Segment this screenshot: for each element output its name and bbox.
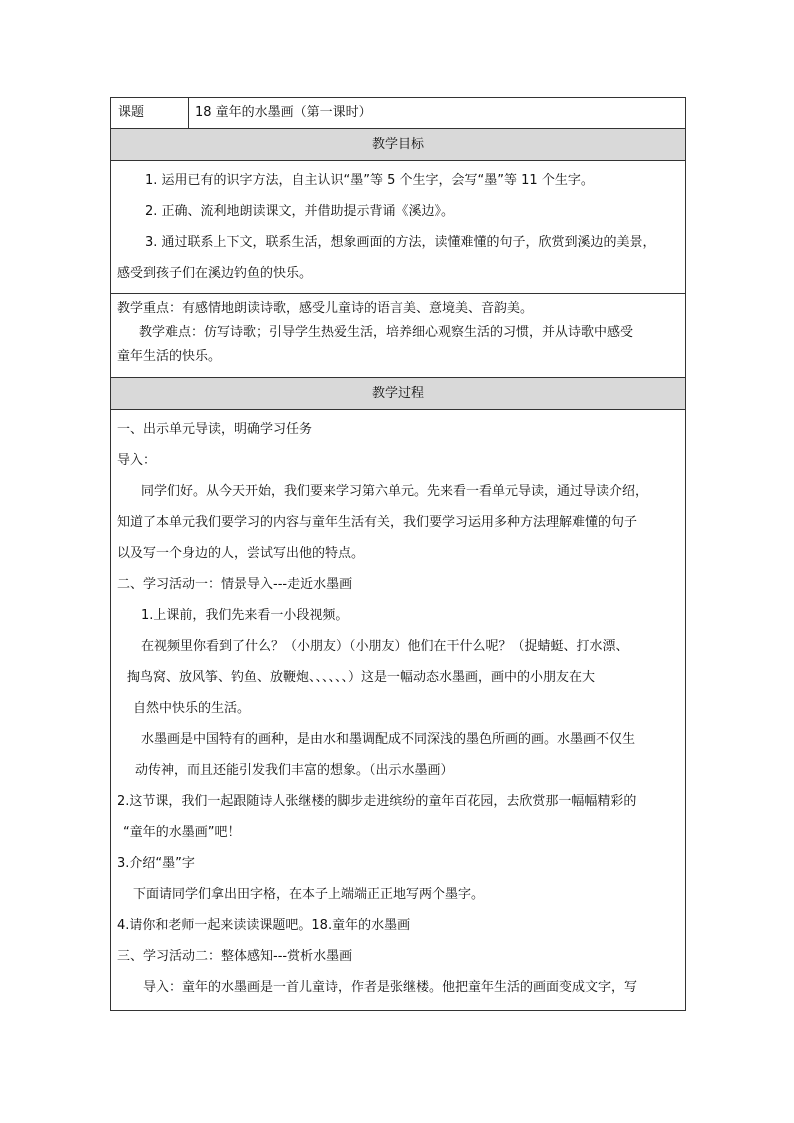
difficulty-line: 童年生活的快乐。 xyxy=(117,349,222,364)
process-line: 在视频里你看到了什么？（小朋友）（小朋友）他们在干什么呢？（捉蜻蜓、打水漂、 xyxy=(141,639,629,654)
process-line: 掏鸟窝、放风筝、钓鱼、放鞭炮、、、、、、）这是一幅动态水墨画，画中的小朋友在大 xyxy=(127,670,596,685)
lesson-plan-sheet xyxy=(110,97,686,1011)
process-line: 2.这节课，我们一起跟随诗人张继楼的脚步走进缤纷的童年百花园，去欣赏那一幅幅精彩的 xyxy=(117,794,637,809)
goals-heading-row xyxy=(111,129,686,161)
focus-cell xyxy=(111,294,686,378)
goals-heading: 教学目标 xyxy=(111,129,686,161)
goal-item: 感受到孩子们在溪边钓鱼的快乐。 xyxy=(117,266,313,281)
process-line: 三、学习活动二：整体感知---赏析水墨画 xyxy=(117,949,353,964)
process-line: 1.上课前，我们先来看一小段视频。 xyxy=(141,608,349,623)
process-line: 一、出示单元导读，明确学习任务 xyxy=(117,422,313,437)
process-line: 同学们好。从今天开始，我们要来学习第六单元。先来看一看单元导读，通过导读介绍， xyxy=(141,484,649,499)
process-cell xyxy=(111,410,686,1011)
process-line: 知道了本单元我们要学习的内容与童年生活有关，我们要学习运用多种方法理解难懂的句子 xyxy=(117,515,638,530)
lesson-plan-table xyxy=(110,97,686,1011)
process-line: 水墨画是中国特有的画种，是由水和墨调配成不同深浅的墨色所画的画。水墨画不仅生 xyxy=(141,732,636,747)
process-line: 自然中快乐的生活。 xyxy=(133,701,251,716)
process-line: 导入： xyxy=(117,453,157,468)
process-heading-row xyxy=(111,378,686,410)
goal-item: 1. 运用已有的识字方法，自主认识“墨”等 5 个生字，会写“墨”等 11 个生字。 xyxy=(145,173,594,188)
goal-item: 3. 通过联系上下文，联系生活，想象画面的方法，读懂难懂的句子，欣赏到溪边的美景， xyxy=(145,235,656,250)
lesson-title: 18 童年的水墨画（第一课时） xyxy=(189,98,686,129)
goal-item: 2. 正确、流利地朗读课文，并借助提示背诵《溪边》。 xyxy=(145,204,455,219)
process-line: 4.请你和老师一起来读读课题吧。18.童年的水墨画 xyxy=(117,918,411,933)
topic-label: 课题 xyxy=(111,98,189,129)
goals-row xyxy=(111,161,686,294)
title-row xyxy=(111,98,686,129)
key-point: 教学重点：有感情地朗读诗歌，感受儿童诗的语言美、意境美、音韵美。 xyxy=(117,301,534,316)
process-line: 二、学习活动一：情景导入---走近水墨画 xyxy=(117,577,353,592)
process-line: 3.介绍“墨”字 xyxy=(117,856,195,871)
goals-cell xyxy=(111,161,686,294)
process-line: 下面请同学们拿出田字格，在本子上端端正正地写两个墨字。 xyxy=(133,887,485,902)
process-line: “童年的水墨画”吧！ xyxy=(123,825,241,840)
process-row xyxy=(111,410,686,1011)
difficulty-line: 教学难点：仿写诗歌；引导学生热爱生活，培养细心观察生活的习惯，并从诗歌中感受 xyxy=(139,325,634,340)
process-line: 导入：童年的水墨画是一首儿童诗，作者是张继楼。他把童年生活的画面变成文字，写 xyxy=(143,980,638,995)
process-line: 以及写一个身边的人，尝试写出他的特点。 xyxy=(117,546,365,561)
process-heading: 教学过程 xyxy=(111,378,686,410)
focus-row xyxy=(111,294,686,378)
process-line: 动传神，而且还能引发我们丰富的想象。（出示水墨画） xyxy=(135,763,454,778)
